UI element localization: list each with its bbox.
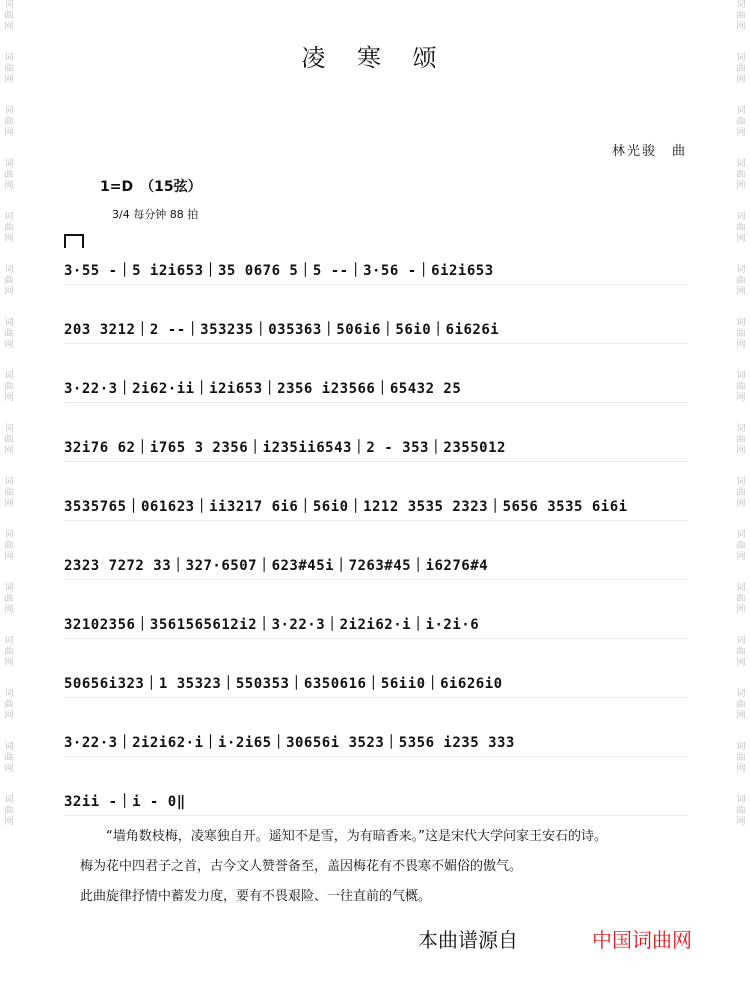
watermark-group bbox=[736, 742, 745, 775]
watermark-char: 词 bbox=[4, 477, 14, 487]
watermark-group bbox=[736, 318, 745, 351]
time-signature-denominator: 4 bbox=[122, 208, 130, 221]
watermark-char: 网 bbox=[4, 711, 14, 721]
description-notes bbox=[80, 822, 710, 912]
watermark-char: 网 bbox=[4, 75, 14, 85]
watermark-char: 曲 bbox=[736, 117, 746, 127]
watermark-char: 曲 bbox=[736, 11, 746, 21]
watermark-char: 网 bbox=[4, 340, 14, 350]
watermark-group bbox=[736, 424, 745, 457]
watermark-group bbox=[4, 689, 13, 722]
watermark-char: 词 bbox=[4, 53, 14, 63]
watermark-char: 网 bbox=[4, 128, 14, 138]
watermark-char: 曲 bbox=[4, 647, 14, 657]
watermark-group bbox=[4, 636, 13, 669]
score-line bbox=[64, 435, 688, 462]
watermark-left bbox=[2, 0, 16, 997]
watermark-char: 曲 bbox=[736, 753, 746, 763]
score-line-text: 3·22·3｜2i2i62·i｜i·2i65｜30656i 3523｜5356 i235 333 bbox=[64, 735, 515, 751]
watermark-char: 曲 bbox=[736, 541, 746, 551]
watermark-char: 曲 bbox=[736, 223, 746, 233]
watermark-char: 曲 bbox=[4, 541, 14, 551]
watermark-char: 曲 bbox=[4, 170, 14, 180]
watermark-char: 词 bbox=[4, 212, 14, 222]
watermark-char: 曲 bbox=[4, 594, 14, 604]
watermark-char: 网 bbox=[736, 552, 746, 562]
score-line bbox=[64, 494, 688, 521]
watermark-char: 曲 bbox=[736, 806, 746, 816]
score-line-text: 50656i323｜1 35323｜550353｜6350616｜56ii0｜6i626i0 bbox=[64, 676, 503, 692]
watermark-group bbox=[736, 636, 745, 669]
watermark-char: 词 bbox=[736, 106, 746, 116]
watermark-char: 词 bbox=[736, 371, 746, 381]
watermark-char: 词 bbox=[736, 0, 746, 10]
watermark-group bbox=[4, 583, 13, 616]
watermark-char: 词 bbox=[4, 689, 14, 699]
watermark-char: 词 bbox=[736, 477, 746, 487]
page-title: 凌 寒 颂 bbox=[301, 44, 449, 72]
watermark-group bbox=[4, 530, 13, 563]
watermark-group bbox=[736, 212, 745, 245]
watermark-char: 网 bbox=[4, 658, 14, 668]
watermark-group bbox=[4, 318, 13, 351]
watermark-char: 词 bbox=[4, 265, 14, 275]
watermark-char: 词 bbox=[4, 583, 14, 593]
watermark-char: 曲 bbox=[736, 488, 746, 498]
score-line-text: 2323 7272 33｜327·6507｜623#45i｜7263#45｜i6276#4 bbox=[64, 558, 489, 574]
watermark-char: 曲 bbox=[4, 276, 14, 286]
watermark-char: 网 bbox=[4, 234, 14, 244]
watermark-char: 网 bbox=[4, 22, 14, 32]
watermark-char: 曲 bbox=[736, 276, 746, 286]
watermark-char: 网 bbox=[736, 287, 746, 297]
watermark-char: 曲 bbox=[4, 11, 14, 21]
score-line bbox=[64, 258, 688, 285]
watermark-char: 词 bbox=[4, 318, 14, 328]
watermark-char: 网 bbox=[736, 128, 746, 138]
score bbox=[64, 258, 688, 848]
watermark-char: 网 bbox=[736, 234, 746, 244]
watermark-char: 网 bbox=[736, 340, 746, 350]
watermark-char: 曲 bbox=[4, 382, 14, 392]
watermark-group bbox=[4, 106, 13, 139]
score-line bbox=[64, 376, 688, 403]
watermark-group bbox=[4, 424, 13, 457]
watermark-group bbox=[4, 742, 13, 775]
watermark-char: 曲 bbox=[736, 382, 746, 392]
score-line bbox=[64, 730, 688, 757]
watermark-char: 曲 bbox=[4, 64, 14, 74]
watermark-char: 曲 bbox=[736, 700, 746, 710]
score-line bbox=[64, 612, 688, 639]
watermark-group bbox=[736, 795, 745, 828]
watermark-group bbox=[4, 371, 13, 404]
score-line bbox=[64, 671, 688, 698]
watermark-group bbox=[736, 530, 745, 563]
watermark-group bbox=[736, 106, 745, 139]
watermark-char: 网 bbox=[736, 658, 746, 668]
watermark-char: 词 bbox=[4, 106, 14, 116]
watermark-char: 词 bbox=[4, 159, 14, 169]
score-line-text: 203 3212｜2 --｜353235｜035363｜506i6｜56i0｜6i626i bbox=[64, 322, 500, 338]
watermark-char: 网 bbox=[736, 817, 746, 827]
score-line-text: 32i76 62｜i765 3 2356｜i235ii6543｜2 - 353｜2355012 bbox=[64, 440, 506, 456]
score-line bbox=[64, 317, 688, 344]
watermark-char: 词 bbox=[736, 265, 746, 275]
watermark-char: 词 bbox=[4, 371, 14, 381]
watermark-char: 词 bbox=[4, 0, 14, 10]
watermark-char: 网 bbox=[736, 446, 746, 456]
watermark-char: 词 bbox=[736, 636, 746, 646]
watermark-char: 词 bbox=[4, 530, 14, 540]
watermark-char: 曲 bbox=[4, 700, 14, 710]
score-line-text: 32102356｜3561565612i2｜3·22·3｜2i2i62·i｜i·2i·6 bbox=[64, 617, 480, 633]
note-paragraph: 梅为花中四君子之首，古今文人赞誉备至，盖因梅花有不畏寒不媚俗的傲气。 bbox=[80, 859, 523, 874]
watermark-group bbox=[736, 159, 745, 192]
watermark-char: 词 bbox=[736, 159, 746, 169]
watermark-char: 网 bbox=[736, 499, 746, 509]
watermark-char: 词 bbox=[736, 424, 746, 434]
watermark-group bbox=[4, 0, 13, 33]
watermark-char: 曲 bbox=[4, 806, 14, 816]
watermark-group bbox=[4, 477, 13, 510]
watermark-char: 曲 bbox=[4, 753, 14, 763]
watermark-char: 词 bbox=[4, 742, 14, 752]
watermark-char: 网 bbox=[4, 499, 14, 509]
watermark-char: 曲 bbox=[736, 170, 746, 180]
watermark-char: 网 bbox=[4, 605, 14, 615]
watermark-group bbox=[736, 477, 745, 510]
watermark-group bbox=[736, 371, 745, 404]
watermark-char: 网 bbox=[4, 817, 14, 827]
watermark-group bbox=[736, 0, 745, 33]
watermark-char: 曲 bbox=[4, 117, 14, 127]
watermark-char: 词 bbox=[4, 636, 14, 646]
score-line-text: 3535765｜061623｜ii3217 6i6｜56i0｜1212 3535 2323｜5656 3535 6i6i bbox=[64, 499, 628, 515]
watermark-char: 词 bbox=[736, 795, 746, 805]
repeat-start-bracket bbox=[64, 234, 84, 248]
tempo-text: 每分钟 88 拍 bbox=[133, 208, 199, 221]
watermark-right bbox=[734, 0, 748, 997]
watermark-char: 词 bbox=[736, 212, 746, 222]
watermark-char: 词 bbox=[736, 318, 746, 328]
watermark-char: 词 bbox=[736, 689, 746, 699]
watermark-group bbox=[4, 212, 13, 245]
site-name-link[interactable]: 中国词曲网 bbox=[592, 928, 692, 952]
watermark-char: 词 bbox=[736, 742, 746, 752]
note-paragraph: 此曲旋律抒情中蓄发力度，要有不畏艰险、一往直前的气概。 bbox=[80, 889, 432, 904]
tempo-marking: 3/4 每分钟 88 拍 bbox=[112, 208, 199, 221]
score-line bbox=[64, 789, 688, 816]
watermark-char: 词 bbox=[736, 53, 746, 63]
watermark-char: 网 bbox=[4, 393, 14, 403]
watermark-char: 网 bbox=[736, 75, 746, 85]
watermark-char: 网 bbox=[736, 22, 746, 32]
watermark-char: 曲 bbox=[4, 329, 14, 339]
watermark-char: 网 bbox=[736, 393, 746, 403]
watermark-char: 曲 bbox=[736, 329, 746, 339]
note-paragraph: “墙角数枝梅，凌寒独自开。遥知不是雪，为有暗香来。”这是宋代大学问家王安石的诗。 bbox=[106, 829, 607, 844]
watermark-char: 词 bbox=[4, 424, 14, 434]
watermark-group bbox=[4, 159, 13, 192]
watermark-group bbox=[4, 265, 13, 298]
watermark-char: 网 bbox=[4, 287, 14, 297]
composer-credit: 林光骏 曲 bbox=[612, 144, 688, 159]
watermark-char: 网 bbox=[4, 446, 14, 456]
watermark-char: 网 bbox=[736, 181, 746, 191]
score-line-text: 3·55 -｜5 i2i653｜35 0676 5｜5 --｜3·56 -｜6i2i653 bbox=[64, 263, 494, 279]
watermark-char: 网 bbox=[736, 764, 746, 774]
watermark-char: 曲 bbox=[736, 435, 746, 445]
watermark-char: 曲 bbox=[736, 647, 746, 657]
watermark-char: 网 bbox=[736, 711, 746, 721]
watermark-char: 曲 bbox=[4, 488, 14, 498]
score-line-text: 3·22·3｜2i62·ii｜i2i653｜2356 i23566｜65432 25 bbox=[64, 381, 462, 397]
watermark-char: 词 bbox=[4, 795, 14, 805]
watermark-char: 网 bbox=[4, 181, 14, 191]
watermark-char: 网 bbox=[736, 605, 746, 615]
watermark-char: 网 bbox=[4, 764, 14, 774]
watermark-char: 曲 bbox=[736, 64, 746, 74]
watermark-group bbox=[736, 583, 745, 616]
watermark-group bbox=[736, 689, 745, 722]
watermark-char: 曲 bbox=[736, 594, 746, 604]
time-signature-numerator: 3 bbox=[112, 208, 119, 221]
watermark-char: 曲 bbox=[4, 223, 14, 233]
watermark-char: 曲 bbox=[4, 435, 14, 445]
score-line bbox=[64, 553, 688, 580]
watermark-group bbox=[4, 795, 13, 828]
watermark-char: 词 bbox=[736, 583, 746, 593]
watermark-group bbox=[736, 265, 745, 298]
source-label: 本曲谱源自 bbox=[418, 928, 518, 952]
watermark-char: 词 bbox=[736, 530, 746, 540]
key-signature: 1=D （15弦） bbox=[100, 179, 202, 195]
watermark-char: 网 bbox=[4, 552, 14, 562]
score-line-text: 32ii -｜i - 0‖ bbox=[64, 794, 186, 810]
